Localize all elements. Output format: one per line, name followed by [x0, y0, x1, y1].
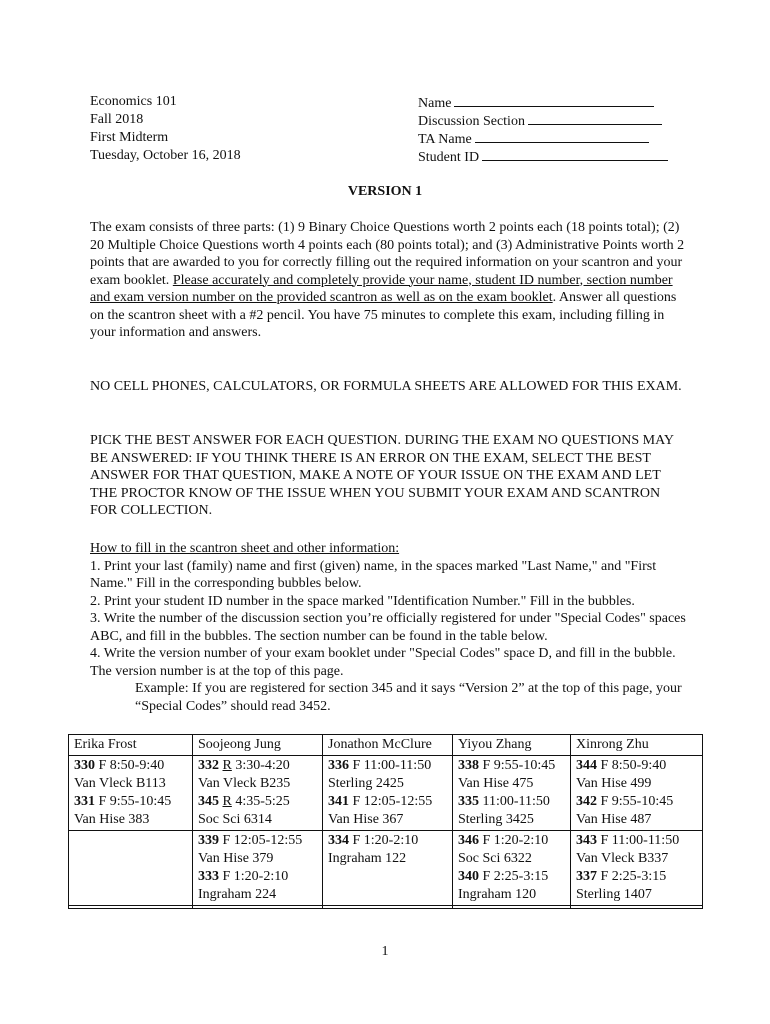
section-time: 340 F 2:25-3:15	[458, 869, 549, 884]
section-room: Van Vleck B235	[198, 776, 291, 791]
section-number: 333	[198, 869, 219, 884]
section-entry	[328, 757, 446, 793]
ta-name-cell: Erika Frost	[69, 735, 193, 756]
section-day: R	[222, 758, 232, 773]
section-entry	[576, 793, 696, 829]
section-cell	[323, 906, 453, 909]
section-time: 333 F 1:20-2:10	[198, 869, 289, 884]
section-number: 339	[198, 833, 219, 848]
course-info	[90, 93, 241, 165]
section-time: 345 R 4:35-5:25	[198, 794, 290, 809]
section-time: 337 F 2:25-3:15	[576, 869, 667, 884]
section-day: F	[352, 833, 361, 848]
section-room: Ingraham 224	[198, 887, 277, 902]
section-number: 346	[458, 833, 479, 848]
section-entry	[576, 832, 696, 868]
scantron-step: 4. Write the version number of your exam booklet under "Special Codes" space D, and fill in the bubble. The version number is at the top of this page.	[90, 646, 676, 679]
section-number: 335	[458, 794, 479, 809]
section-number: 331	[74, 794, 95, 809]
section-day: F	[98, 794, 107, 809]
section-time: 332 R 3:30-4:20	[198, 758, 290, 773]
name-label: Name	[418, 96, 452, 111]
section-room: Ingraham 122	[328, 851, 407, 866]
exam-name: First Midterm	[90, 130, 169, 145]
section-room: Van Hise 475	[458, 776, 534, 791]
section-day: R	[222, 794, 232, 809]
table-row	[69, 906, 703, 909]
scantron-instructions	[90, 540, 690, 715]
instructions-underlined: Please accurately and completely provide your name, student ID number, section number and exam version number on the provided scantron as well as on the exam booklet	[90, 272, 673, 305]
section-cell	[571, 906, 703, 909]
name-blank[interactable]	[454, 93, 654, 107]
section-number: 338	[458, 758, 479, 773]
student-id-field	[418, 147, 668, 165]
section-cell	[69, 906, 193, 909]
section-cell	[453, 906, 571, 909]
section-cell	[193, 831, 323, 906]
section-cell	[193, 906, 323, 909]
discussion-section-blank[interactable]	[528, 111, 662, 125]
section-entry	[198, 868, 316, 904]
section-room: Van Hise 367	[328, 812, 404, 827]
scantron-step: 1. Print your last (family) name and first (given) name, in the spaces marked "Last Name," and "First Name." Fill in the corresponding bubbles below.	[90, 558, 657, 591]
section-day: F	[600, 833, 609, 848]
ta-name-cell: Jonathon McClure	[323, 735, 453, 756]
section-room: Van Vleck B337	[576, 851, 669, 866]
ta-name-cell: Yiyou Zhang	[453, 735, 571, 756]
student-info-fields	[418, 93, 668, 165]
section-cell	[193, 756, 323, 831]
section-cell	[323, 756, 453, 831]
section-time: 342 F 9:55-10:45	[576, 794, 674, 809]
section-cell	[453, 756, 571, 831]
section-room: Van Hise 499	[576, 776, 652, 791]
section-day: F	[352, 794, 361, 809]
section-room: Van Hise 379	[198, 851, 274, 866]
section-room: Soc Sci 6322	[458, 851, 532, 866]
section-day: F	[482, 758, 491, 773]
discussion-section-label: Discussion Section	[418, 114, 525, 129]
section-cell	[571, 756, 703, 831]
section-entry	[74, 793, 186, 829]
section-room: Sterling 1407	[576, 887, 652, 902]
section-cell	[69, 756, 193, 831]
page-number: 1	[381, 944, 389, 959]
section-number: 341	[328, 794, 349, 809]
scantron-heading: How to fill in the scantron sheet and other information:	[90, 541, 400, 556]
scantron-step: 2. Print your student ID number in the space marked "Identification Number." Fill in the bubbles.	[90, 593, 635, 609]
term: Fall 2018	[90, 112, 144, 127]
section-room: Soc Sci 6314	[198, 812, 272, 827]
section-time: 343 F 11:00-11:50	[576, 833, 680, 848]
name-field	[418, 93, 668, 111]
instructions-text-end: . Answer all questions on the scantron sheet with a #2 pencil. You have 75 minutes to complete this exam, including filling in your information and answers.	[90, 290, 677, 340]
section-entry	[458, 793, 564, 829]
section-day: F	[482, 869, 491, 884]
section-number: 337	[576, 869, 597, 884]
section-cell	[69, 831, 193, 906]
discussion-section-field	[418, 111, 668, 129]
section-time: 341 F 12:05-12:55	[328, 794, 433, 809]
exam-instructions	[90, 219, 690, 342]
course-name: Economics 101	[90, 94, 177, 109]
section-time: 335 11:00-11:50	[458, 794, 550, 809]
section-cell	[323, 831, 453, 906]
section-room: Sterling 3425	[458, 812, 534, 827]
section-time: 339 F 12:05-12:55	[198, 833, 303, 848]
section-room: Van Hise 383	[74, 812, 150, 827]
section-time: 330 F 8:50-9:40	[74, 758, 165, 773]
student-id-blank[interactable]	[482, 147, 668, 161]
section-entry	[198, 832, 316, 868]
table-row	[69, 756, 703, 831]
section-entry	[458, 868, 564, 904]
ta-name-blank[interactable]	[475, 129, 649, 143]
ta-name-field	[418, 129, 668, 147]
student-id-label: Student ID	[418, 150, 480, 165]
section-entry	[198, 793, 316, 829]
exam-date: Tuesday, October 16, 2018	[90, 148, 241, 163]
section-time: 331 F 9:55-10:45	[74, 794, 172, 809]
section-entry	[458, 832, 564, 868]
section-number: 336	[328, 758, 349, 773]
section-entry	[198, 757, 316, 793]
section-number: 345	[198, 794, 219, 809]
instructions-text: The exam consists of three parts: (1) 9 Binary Choice Questions worth 2 points each (18 points total); (2) 20 Multiple Choice Questions worth 4 points each (80 points total); and (3) Administrative Points worth 2 points that are awarded to you for correctly filling out the required information on your scantron and your exam booklet.	[90, 220, 685, 288]
scantron-example: Example: If you are registered for section 345 and it says “Version 2” at the top of this page, your “Special Codes” should read 3452.	[135, 681, 682, 714]
section-cell	[571, 831, 703, 906]
section-day: F	[222, 833, 231, 848]
section-room: Van Hise 487	[576, 812, 652, 827]
ta-name-label: TA Name	[418, 132, 472, 147]
section-number: 334	[328, 833, 349, 848]
section-day: F	[352, 758, 361, 773]
best-answer-notice: PICK THE BEST ANSWER FOR EACH QUESTION. DURING THE EXAM NO QUESTIONS MAY BE ANSWERED: IF YOU THINK THERE IS AN ERROR ON THE EXAM, SELECT THE BEST ANSWER FOR THAT QUESTION, MAKE A NOTE OF YOUR ISSUE ON THE EXAM AND LET THE PROCTOR KNOW OF THE ISSUE WHEN YOU SUBMIT YOUR EXAM AND SCANTRON FOR COLLECTION.	[90, 433, 674, 518]
section-number: 330	[74, 758, 95, 773]
section-room: Van Vleck B113	[74, 776, 166, 791]
section-number: 340	[458, 869, 479, 884]
section-time: 336 F 11:00-11:50	[328, 758, 432, 773]
ta-name-cell: Soojeong Jung	[193, 735, 323, 756]
section-time: 338 F 9:55-10:45	[458, 758, 556, 773]
table-row	[69, 831, 703, 906]
section-entry	[328, 832, 446, 868]
section-entry	[576, 757, 696, 793]
section-entry	[576, 868, 696, 904]
section-entry	[458, 757, 564, 793]
version-title: VERSION 1	[347, 184, 423, 199]
section-entry	[74, 757, 186, 793]
section-cell	[453, 831, 571, 906]
section-day: F	[98, 758, 107, 773]
table-header-row	[69, 735, 703, 756]
section-number: 342	[576, 794, 597, 809]
section-number: 344	[576, 758, 597, 773]
section-day: F	[600, 869, 609, 884]
section-time: 346 F 1:20-2:10	[458, 833, 549, 848]
scantron-step: 3. Write the number of the discussion section you’re officially registered for under "Special Codes" spaces ABC, and fill in the bubbles. The section number can be found in the table below.	[90, 611, 686, 644]
section-day: F	[222, 869, 231, 884]
no-devices-notice: NO CELL PHONES, CALCULATORS, OR FORMULA SHEETS ARE ALLOWED FOR THIS EXAM.	[90, 379, 682, 394]
section-time: 344 F 8:50-9:40	[576, 758, 667, 773]
ta-name-cell: Xinrong Zhu	[571, 735, 703, 756]
section-time: 334 F 1:20-2:10	[328, 833, 419, 848]
section-day: F	[482, 833, 491, 848]
section-day: F	[600, 758, 609, 773]
discussion-sections-table	[68, 734, 703, 909]
section-room: Sterling 2425	[328, 776, 404, 791]
section-room: Ingraham 120	[458, 887, 537, 902]
section-number: 332	[198, 758, 219, 773]
section-number: 343	[576, 833, 597, 848]
section-day: F	[600, 794, 609, 809]
section-entry	[328, 793, 446, 829]
